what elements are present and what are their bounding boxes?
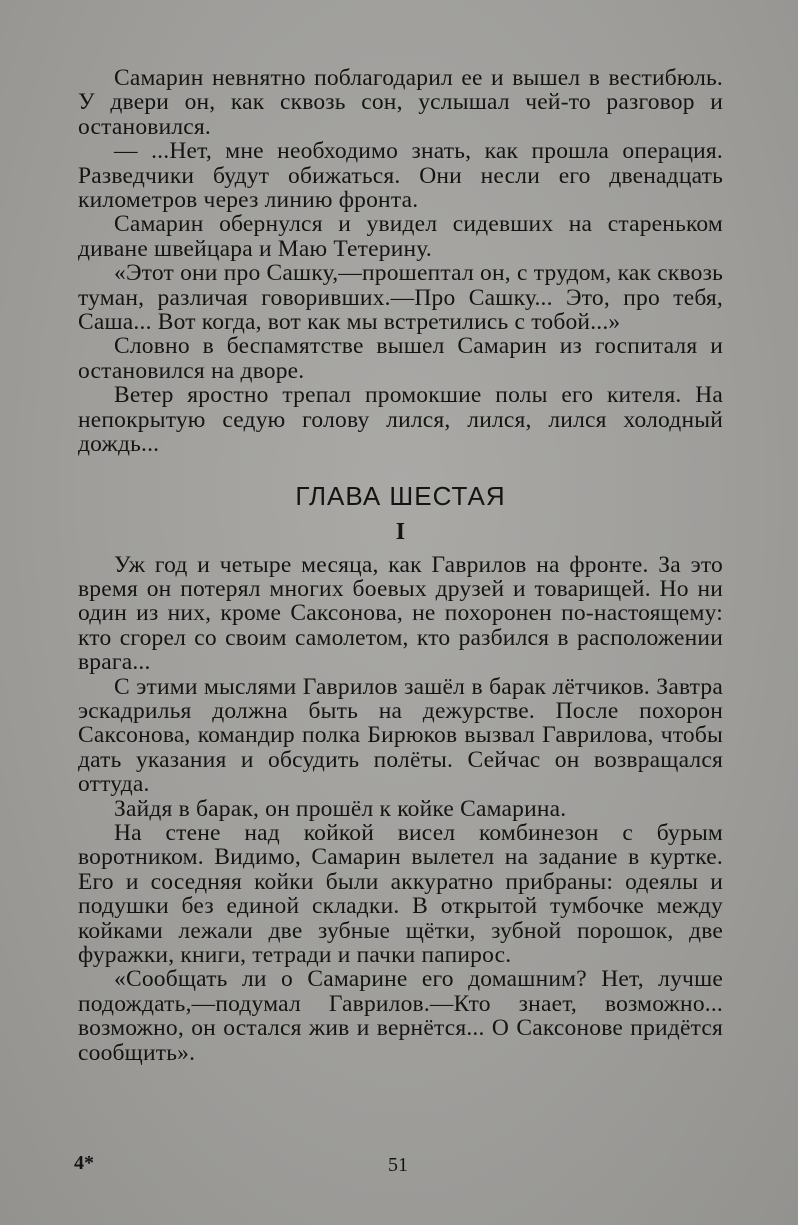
paragraph: «Этот они про Сашку,—прошептал он, с трудом, как сквозь туман, различая говоривших.—Про Сашку... Это, про тебя, Саша... Вот когда, вот как мы встретились с тобой...» [78, 260, 723, 336]
page-text [78, 66, 723, 1065]
paragraph: Уж год и четыре месяца, как Гаврилов на фронте. За это время он потерял многих боевых друзей и товарищей. Но ни один из них, кроме Саксонова, не похоронен по-настоящему: кто сгорел со своим самолетом, кто разбился в расположении врага... [78, 551, 723, 676]
page-number: 51 [388, 1154, 408, 1176]
paragraph: С этими мыслями Гаврилов зашёл в барак лётчиков. Завтра эскадрилья должна быть на дежурстве. После похорон Саксонова, командир полка Бирюков вызвал Гаврилова, чтобы дать указания и обсудить полёты. Сейчас он возвращался оттуда. [78, 673, 723, 798]
paragraph: — ...Нет, мне необходимо знать, как прошла операция. Разведчики будут обижаться. Они несли его двенадцать километров через линию фронта. [78, 138, 723, 214]
paragraph: Самарин обернулся и увидел сидевших на стареньком диване швейцара и Маю Тетерину. [78, 211, 723, 262]
paragraph: «Сообщать ли о Самарине его домашним? Нет, лучше подождать,—подумал Гаврилов.—Кто знает, возможно... возможно, он остался жив и вернётся... О Саксонове придётся сообщить». [78, 966, 723, 1066]
chapter-title: ГЛАВА ШЕСТАЯ [295, 480, 506, 511]
paragraph: Словно в беспамятстве вышел Самарин из госпиталя и остановился на дворе. [78, 333, 723, 384]
section-number: I [395, 518, 406, 545]
paragraph: Самарин невнятно поблагодарил ее и вышел в вестибюль. У двери он, как сквозь сон, услышал чей-то разговор и остановился. [78, 65, 723, 140]
paragraph: Ветер яростно трепал промокшие полы его кителя. На непокрытую седую голову лился, лился, лился холодный дождь... [78, 382, 723, 458]
paragraph: Зайдя в барак, он прошёл к койке Самарина. [114, 795, 567, 822]
signature-mark: 4* [74, 1152, 94, 1174]
paragraph: На стене над койкой висел комбинезон с бурым воротником. Видимо, Самарин вылетел на задание в куртке. Его и соседняя койки были аккуратно прибраны: одеялы и подушки без единой складки. В открытой тумбочке между койками лежали две зубные щётки, зубной порошок, две фуражки, книги, тетради и пачки папирос. [78, 819, 723, 968]
